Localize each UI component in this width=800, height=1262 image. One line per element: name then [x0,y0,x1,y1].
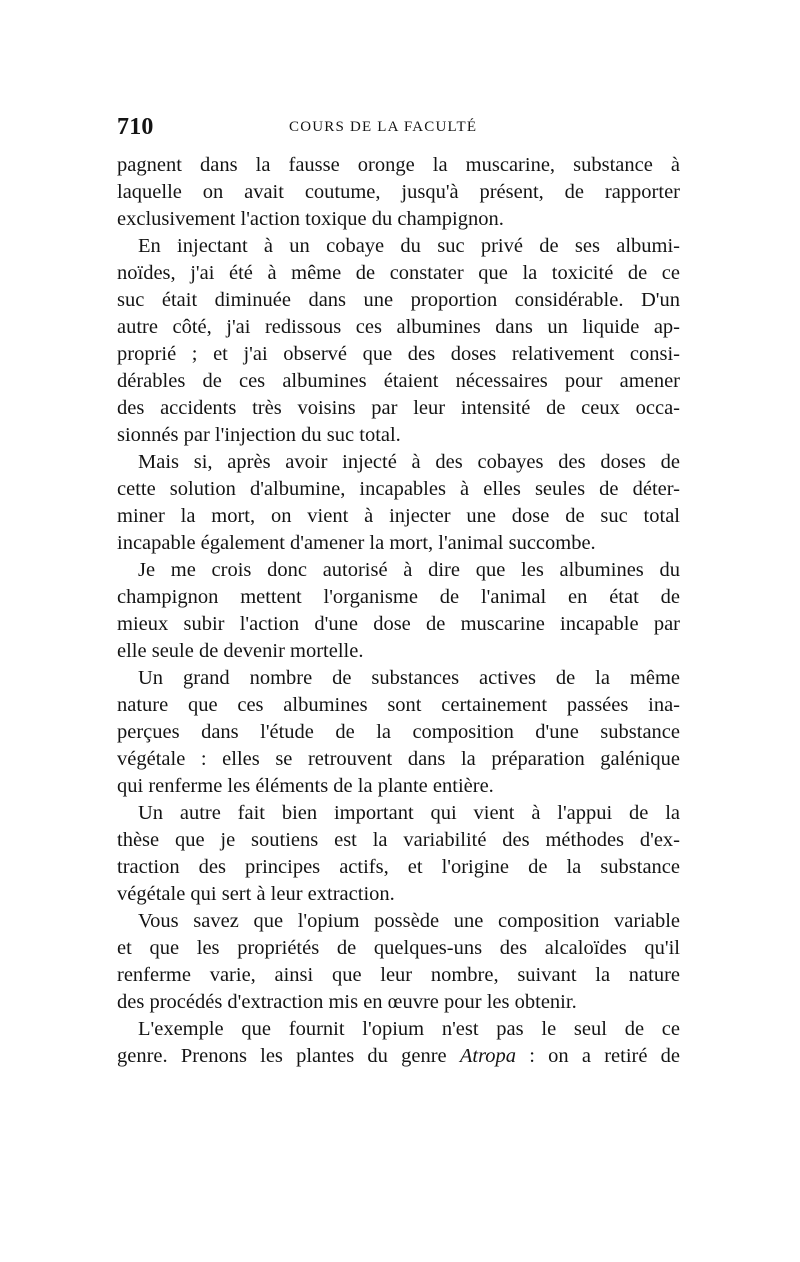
body-text [117,152,680,1070]
text-line: des accidents très voisins par leur intensité de ceux occa- [117,397,680,419]
text-line: thèse que je soutiens est la variabilité des méthodes d'ex- [117,829,680,851]
running-head: COURS DE LA FACULTÉ [289,119,478,135]
text-line: qui renferme les éléments de la plante entière. [117,775,494,797]
text-line: cette solution d'albumine, incapables à elles seules de déter- [117,478,680,500]
text-line: pagnent dans la fausse oronge la muscarine, substance à [117,154,680,176]
text-line: traction des principes actifs, et l'origine de la substance [117,856,680,878]
line-text-start: genre. Prenons les plantes du genre [117,1045,447,1067]
text-line: laquelle on avait coutume, jusqu'à présent, de rapporter [117,181,680,203]
text-line: et que les propriétés de quelques-uns des alcaloïdes qu'il [117,937,680,959]
genus-name-italic: Atropa [459,1045,517,1067]
text-line: végétale : elles se retrouvent dans la préparation galénique [117,748,680,770]
text-line: suc était diminuée dans une proportion considérable. D'un [117,289,680,311]
text-line [117,1043,680,1070]
text-line: L'exemple que fournit l'opium n'est pas le seul de ce [138,1018,680,1040]
text-line: En injectant à un cobaye du suc privé de ses albumi- [138,235,680,257]
text-line: Un grand nombre de substances actives de la même [138,667,680,689]
text-line: végétale qui sert à leur extraction. [117,883,395,905]
text-line: des procédés d'extraction mis en œuvre pour les obtenir. [117,991,577,1013]
text-line: Je me crois donc autorisé à dire que les albumines du [138,559,680,581]
text-line: champignon mettent l'organisme de l'animal en état de [117,586,680,608]
text-line: Vous savez que l'opium possède une composition variable [138,910,680,932]
text-line: Mais si, après avoir injecté à des cobayes des doses de [138,451,680,473]
text-line: nature que ces albumines sont certainement passées ina- [117,694,680,716]
text-line: elle seule de devenir mortelle. [117,640,364,662]
text-line: incapable également d'amener la mort, l'animal succombe. [117,532,596,554]
text-line: perçues dans l'étude de la composition d'une substance [117,721,680,743]
text-line: mieux subir l'action d'une dose de muscarine incapable par [117,613,680,635]
text-line: Un autre fait bien important qui vient à l'appui de la [138,802,680,824]
page-number: 710 [117,114,154,140]
text-line: renferme varie, ainsi que leur nombre, suivant la nature [117,964,680,986]
line-text-end: : on a retiré de [516,1045,680,1067]
text-line: noïdes, j'ai été à même de constater que la toxicité de ce [117,262,680,284]
text-line: exclusivement l'action toxique du champignon. [117,208,504,230]
text-line: sionnés par l'injection du suc total. [117,424,401,446]
text-line: dérables de ces albumines étaient nécessaires pour amener [117,370,680,392]
page-header [117,112,680,142]
text-line: autre côté, j'ai redissous ces albumines dans un liquide ap- [117,316,680,338]
text-line: proprié ; et j'ai observé que des doses relativement consi- [117,343,680,365]
text-line: miner la mort, on vient à injecter une dose de suc total [117,505,680,527]
